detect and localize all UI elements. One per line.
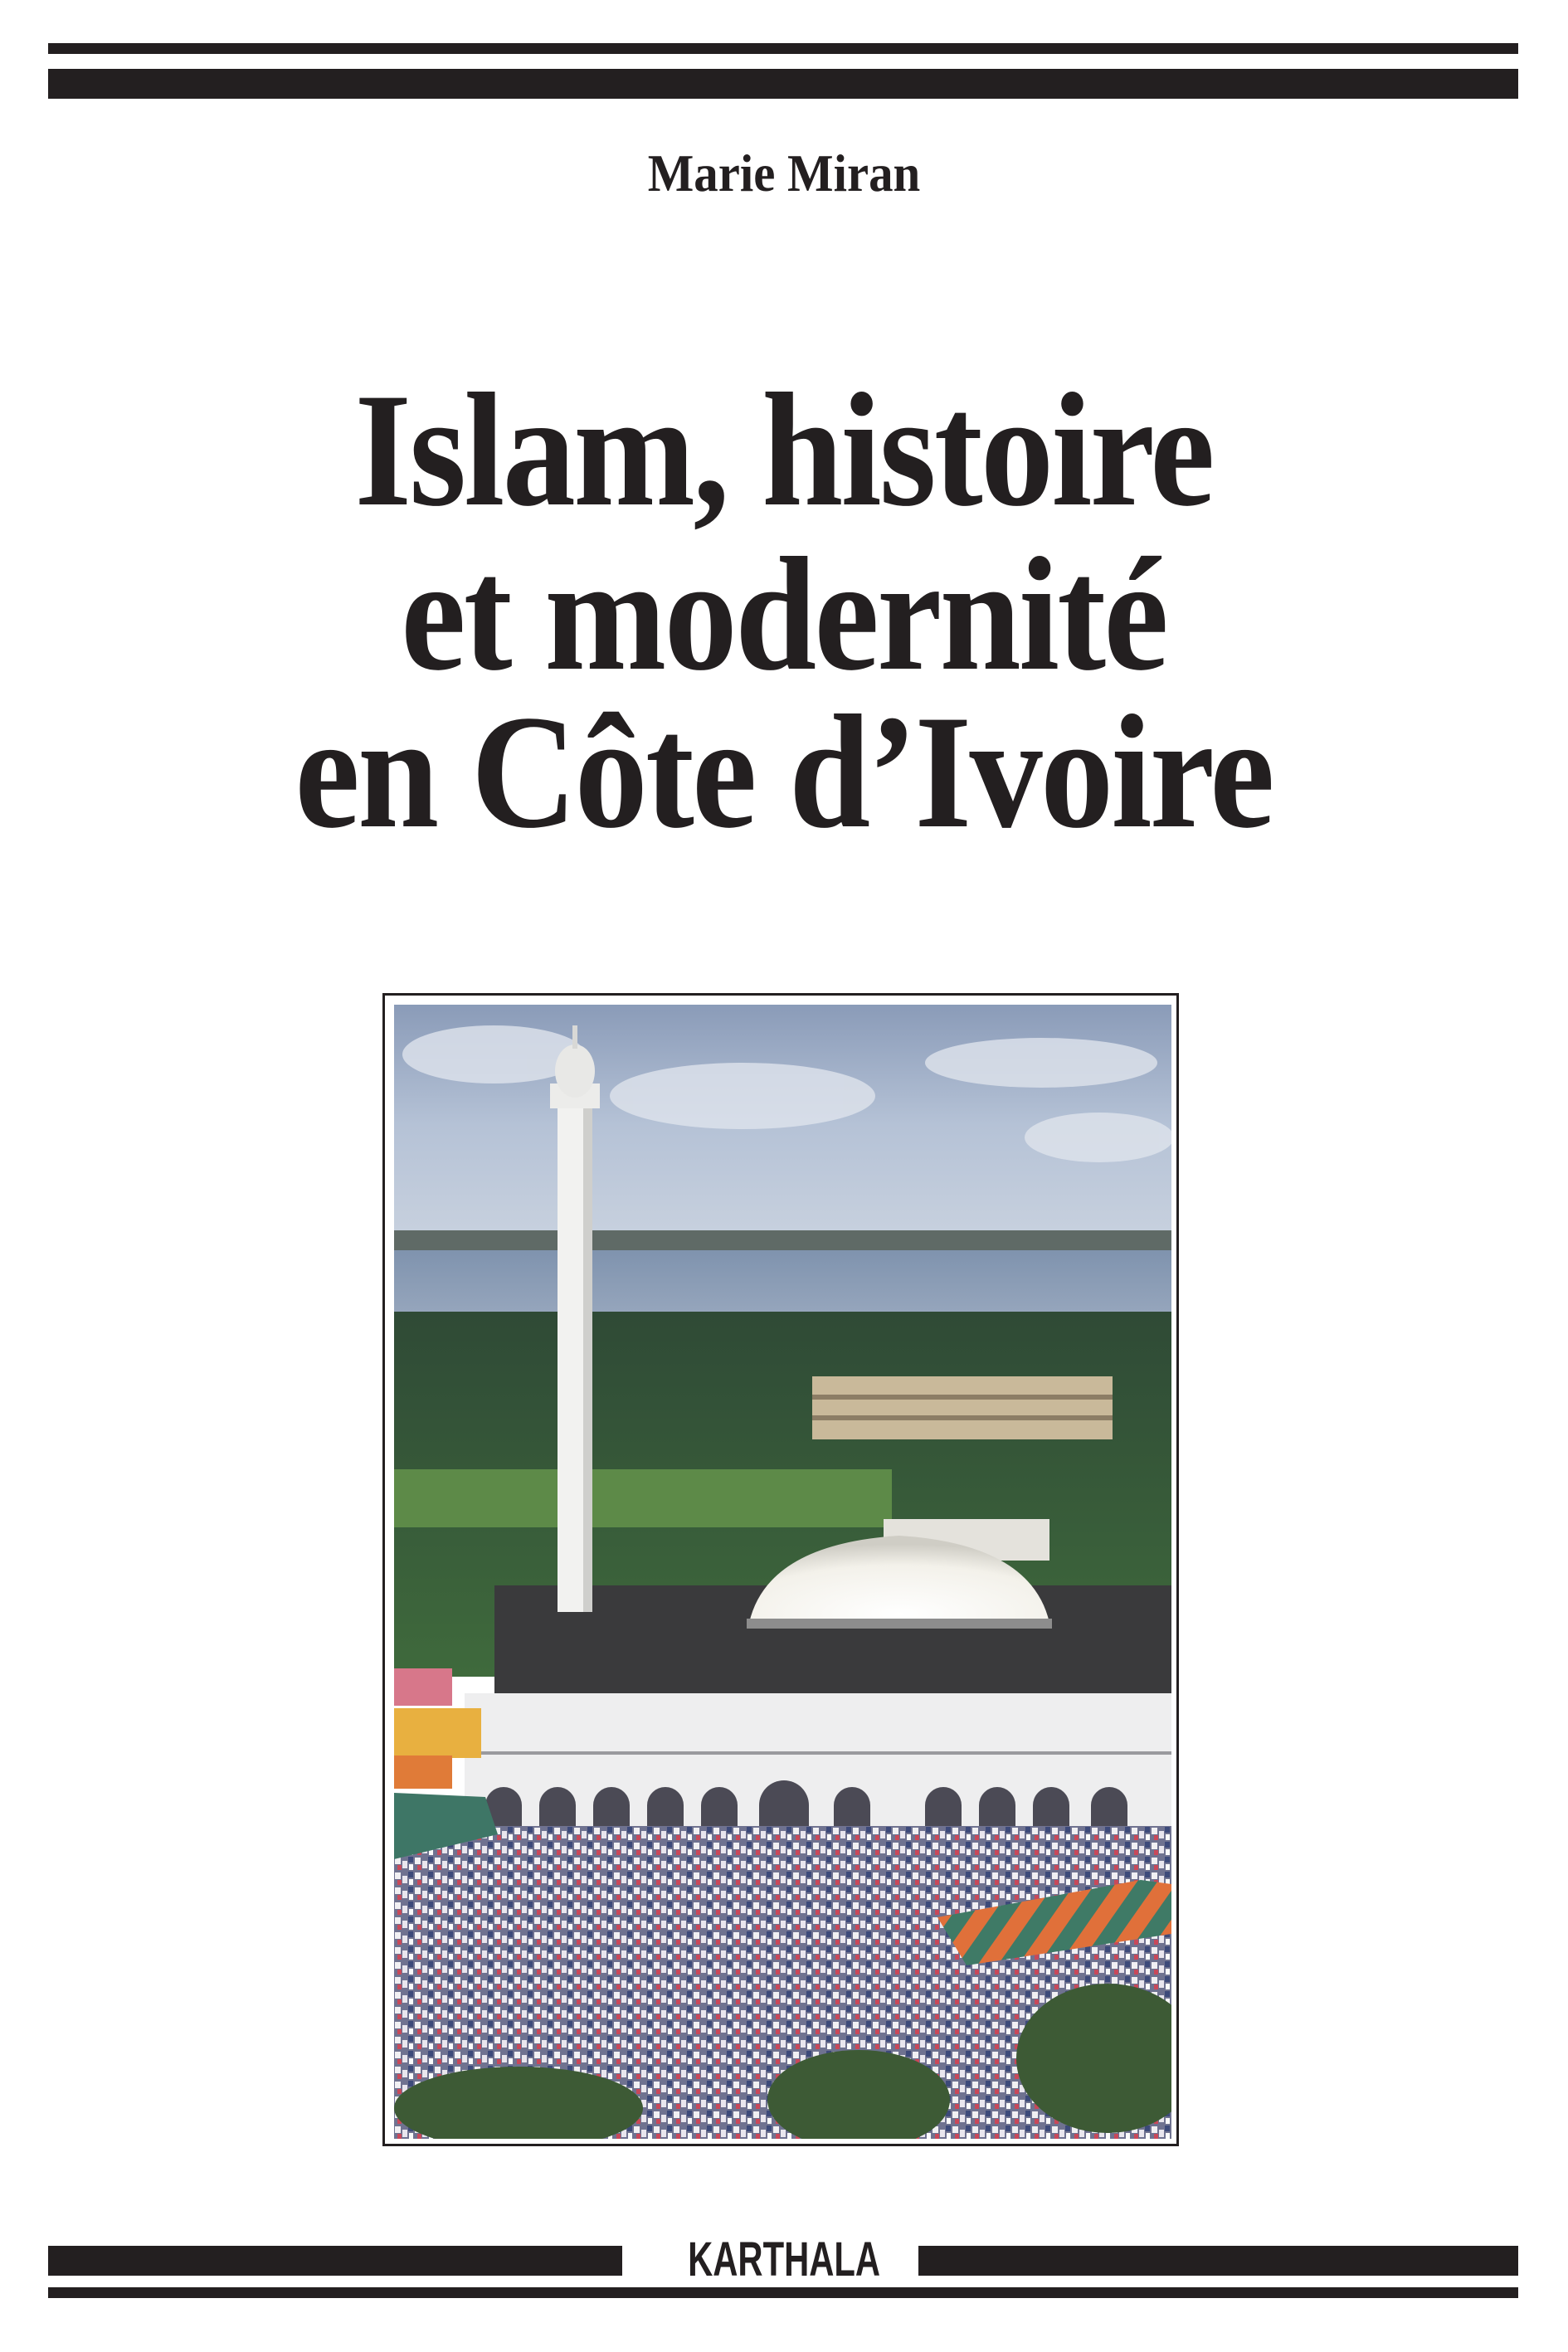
publisher-logo: KARTHALA: [688, 2233, 880, 2286]
minaret: [550, 1025, 600, 1612]
author-name: Marie Miran: [647, 144, 921, 202]
title-line-1: Islam, histoire: [354, 360, 1214, 540]
title-line-3: en Côte d’Ivoire: [295, 682, 1273, 862]
bottom-left-rule: [48, 2246, 622, 2276]
bottom-right-rule: [918, 2246, 1518, 2276]
title-line-2: et modernité: [401, 524, 1167, 704]
far-shore: [394, 1230, 1171, 1250]
dome-base: [747, 1619, 1052, 1629]
lawn: [394, 1469, 892, 1527]
top-thick-rule: [48, 69, 1518, 99]
mosque-photo: [394, 1005, 1171, 2139]
bottom-thin-rule: [48, 2287, 1518, 2298]
background-building: [812, 1376, 1113, 1439]
top-thin-rule: [48, 43, 1518, 54]
